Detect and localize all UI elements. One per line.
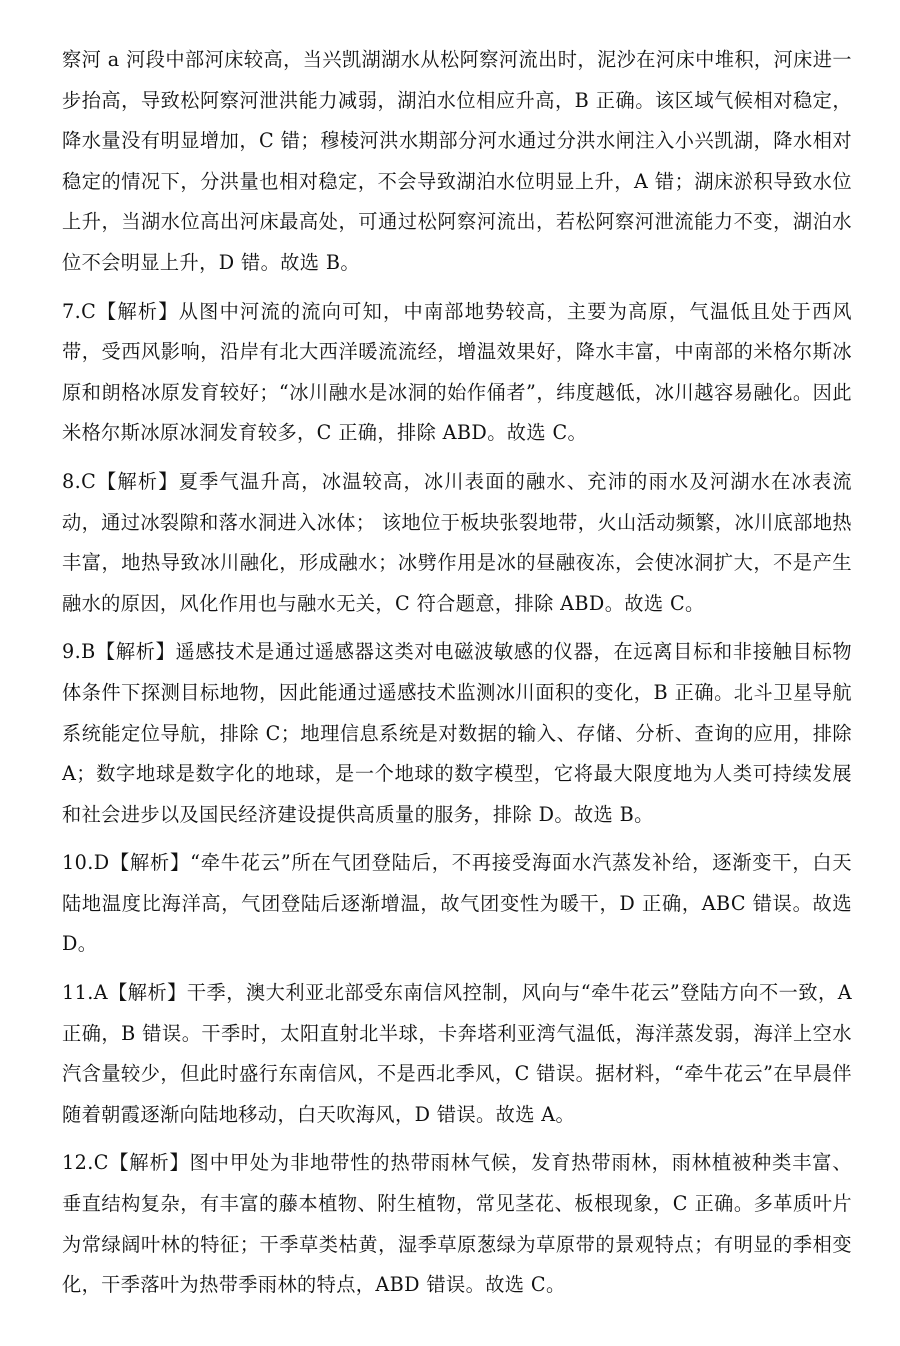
paragraph-text: 遥感技术是通过遥感器这类对电磁波敏感的仪器，在远离目标和非接触目标物体条件下探测目标地物，因此能通过遥感技术监测冰川面积的变化，B 正确。北斗卫星导航系统能定位导航，排除 C；地理信息系统是对数据的输入、存储、分析、查询的应用，排除 A；数字地球是数字化的地球，是一个地球的数字模型，它将最大限度地为人类可持续发展和社会进步以及国民经济建设提供高质量的服务，排除 D。故选 B。 <box>62 640 852 826</box>
paragraph-text: “牵牛花云”所在气团登陆后，不再接受海面水汽蒸发补给，逐渐变干，白天陆地温度比海洋高，气团登陆后逐渐增温，故气团变性为暖干，D 正确，ABC 错误。故选 D。 <box>62 851 852 956</box>
explanation-paragraph-10 <box>62 843 852 965</box>
explanation-paragraph-6-continued <box>62 40 852 284</box>
paragraph-text: 察河 a 河段中部河床较高，当兴凯湖湖水从松阿察河流出时，泥沙在河床中堆积，河床进一步抬高，导致松阿察河泄洪能力减弱，湖泊水位相应升高，B 正确。该区域气候相对稳定，降水量没有明显增加，C 错；穆棱河洪水期部分河水通过分洪水闸注入小兴凯湖，降水相对稳定的情况下，分洪量也相对稳定，不会导致湖泊水位明显上升，A 错；湖床淤积导致水位上升，当湖水位高出河床最高处，可通过松阿察河流出，若松阿察河泄流能力不变，湖泊水位不会明显上升，D 错。故选 B。 <box>62 48 852 274</box>
question-7-answer-label: 7.C【解析】 <box>62 299 179 323</box>
explanation-paragraph-11 <box>62 973 852 1135</box>
answer-explanations-page <box>62 40 852 1314</box>
question-8-answer-label: 8.C【解析】 <box>62 469 179 493</box>
paragraph-text: 从图中河流的流向可知，中南部地势较高，主要为高原，气温低且处于西风带，受西风影响，沿岸有北大西洋暖流流经，增温效果好，降水丰富，中南部的米格尔斯冰原和朗格冰原发育较好；“冰川融水是冰洞的始作俑者”，纬度越低，冰川越容易融化。因此米格尔斯冰原冰洞发育较多，C 正确，排除 ABD。故选 C。 <box>62 299 853 445</box>
paragraph-text: 夏季气温升高，冰温较高，冰川表面的融水、充沛的雨水及河湖水在冰表流动，通过冰裂隙和落水洞进入冰体； 该地位于板块张裂地带，火山活动频繁，冰川底部地热丰富，地热导致冰川融化，形成融水；冰劈作用是冰的昼融夜冻，会使冰洞扩大，不是产生融水的原因，风化作用也与融水无关，C 符合题意，排除 ABD。故选 C。 <box>62 469 853 615</box>
question-11-answer-label: 11.A【解析】 <box>62 981 187 1005</box>
paragraph-text: 干季，澳大利亚北部受东南信风控制，风向与“牵牛花云”登陆方向不一致，A 正确，B 错误。干季时，太阳直射北半球，卡奔塔利亚湾气温低，海洋蒸发弱，海洋上空水汽含量较少，但此时盛行东南信风，不是西北季风，C 错误。据材料，“牵牛花云”在早晨伴随着朝霞逐渐向陆地移动，白天吹海风，D 错误。故选 A。 <box>62 981 852 1126</box>
explanation-paragraph-7 <box>62 292 852 454</box>
explanation-paragraph-12 <box>62 1143 852 1305</box>
question-12-answer-label: 12.C【解析】 <box>62 1151 190 1175</box>
question-10-answer-label: 10.D【解析】 <box>62 851 191 875</box>
explanation-paragraph-8 <box>62 462 852 624</box>
paragraph-text: 图中甲处为非地带性的热带雨林气候，发育热带雨林，雨林植被种类丰富、垂直结构复杂，有丰富的藤本植物、附生植物，常见茎花、板根现象，C 正确。多革质叶片为常绿阔叶林的特征；干季草类枯黄，湿季草原葱绿为草原带的景观特点；有明显的季相变化，干季落叶为热带季雨林的特点，ABD 错误。故选 C。 <box>62 1151 852 1297</box>
question-9-answer-label: 9.B【解析】 <box>62 640 176 664</box>
explanation-paragraph-9 <box>62 632 852 835</box>
